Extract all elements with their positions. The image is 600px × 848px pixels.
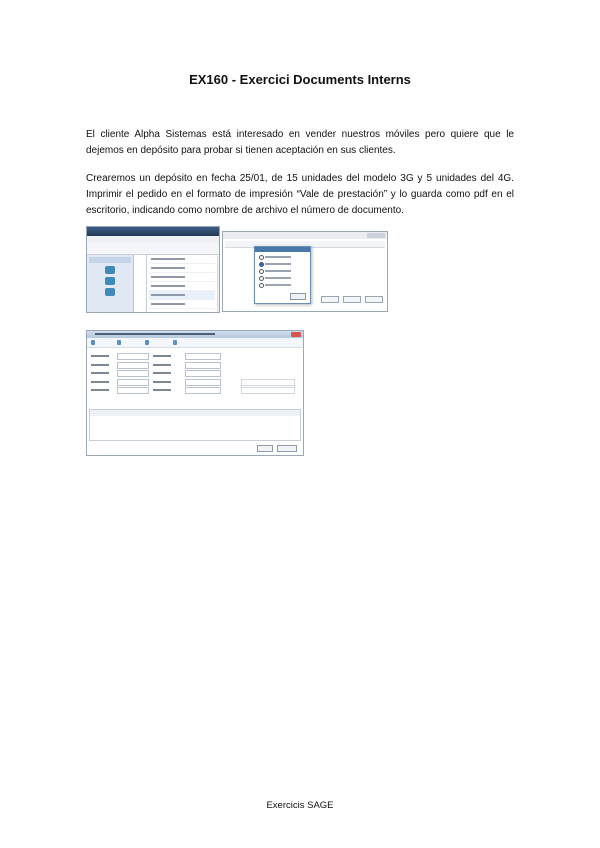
field-label	[91, 381, 109, 383]
form-row	[91, 353, 297, 359]
format-option	[259, 269, 306, 273]
menu-item	[149, 264, 215, 273]
field-label	[153, 355, 171, 357]
toolbar-icon	[145, 340, 149, 345]
field-label	[91, 389, 109, 391]
menu-item	[149, 273, 215, 282]
dialog-accept-button	[290, 293, 306, 300]
field-label	[91, 355, 109, 357]
dropdown-menu	[146, 255, 217, 312]
close-icon	[291, 332, 301, 337]
field	[117, 362, 149, 369]
field-label	[153, 364, 171, 366]
window-titlebar	[87, 227, 219, 236]
format-option-selected	[259, 262, 306, 266]
page-footer: Exercicis SAGE	[266, 800, 334, 811]
dialog-titlebar	[255, 247, 310, 252]
field	[117, 387, 149, 394]
ok-button	[257, 445, 273, 452]
window-titlebar	[87, 331, 303, 338]
document-header-form	[91, 353, 297, 405]
module-icon	[105, 277, 115, 285]
lines-grid	[89, 416, 301, 441]
toolbar-icon	[173, 340, 177, 345]
cancel-button	[277, 445, 297, 452]
field	[241, 379, 295, 386]
field-label	[91, 364, 109, 366]
field	[185, 362, 221, 369]
window-titlebar	[223, 232, 387, 239]
menu-item	[149, 300, 215, 309]
field	[185, 353, 221, 360]
module-icon	[105, 266, 115, 274]
intro-paragraph: El cliente Alpha Sistemas está interesado en vender nuestros móviles pero quiere que le dejemos en depósito para probar si tienen aceptación en sus clientes.	[86, 129, 514, 156]
toolbar-icon	[91, 340, 95, 345]
field	[185, 387, 221, 394]
sage-menu-screenshot	[86, 226, 220, 313]
window-title	[95, 333, 215, 335]
field-label	[153, 381, 171, 383]
window-controls	[367, 233, 385, 238]
document-window-screenshot	[86, 330, 304, 456]
module-icon	[105, 288, 115, 296]
format-option	[259, 283, 306, 287]
print-dialog-screenshot	[222, 231, 388, 312]
field	[117, 379, 149, 386]
window-button	[343, 296, 361, 303]
field-label	[153, 372, 171, 374]
side-panel-header	[89, 257, 131, 263]
field	[117, 370, 149, 377]
form-row	[91, 387, 297, 393]
page-title: EX160 - Exercici Documents Interns	[189, 72, 411, 87]
menu-bar	[87, 236, 219, 243]
window-toolbar	[87, 338, 303, 348]
window-button	[365, 296, 383, 303]
format-dialog	[254, 246, 311, 304]
field	[117, 353, 149, 360]
window-button	[321, 296, 339, 303]
field-label	[91, 372, 109, 374]
toolbar-icon	[117, 340, 121, 345]
form-row	[91, 370, 297, 376]
menu-item	[149, 309, 215, 313]
menu-item	[149, 291, 215, 300]
field	[185, 370, 221, 377]
ribbon-toolbar	[87, 243, 219, 255]
field	[185, 379, 221, 386]
form-row	[91, 379, 297, 385]
format-option	[259, 276, 306, 280]
instructions-paragraph: Crearemos un depósito en fecha 25/01, de 15 unidades del modelo 3G y 5 unidades del 4G. Imprimir el pedido en el formato de impresión “Vale de prestación” y lo guarda como pdf en el escritorio, indicando como nombre de archivo el número de documento.	[86, 173, 514, 216]
menu-item	[149, 255, 215, 264]
field	[241, 387, 295, 394]
window-buttons	[317, 290, 383, 308]
format-option	[259, 255, 306, 259]
field-label	[153, 389, 171, 391]
form-row	[91, 362, 297, 368]
menu-item	[149, 282, 215, 291]
side-panel	[87, 255, 134, 312]
